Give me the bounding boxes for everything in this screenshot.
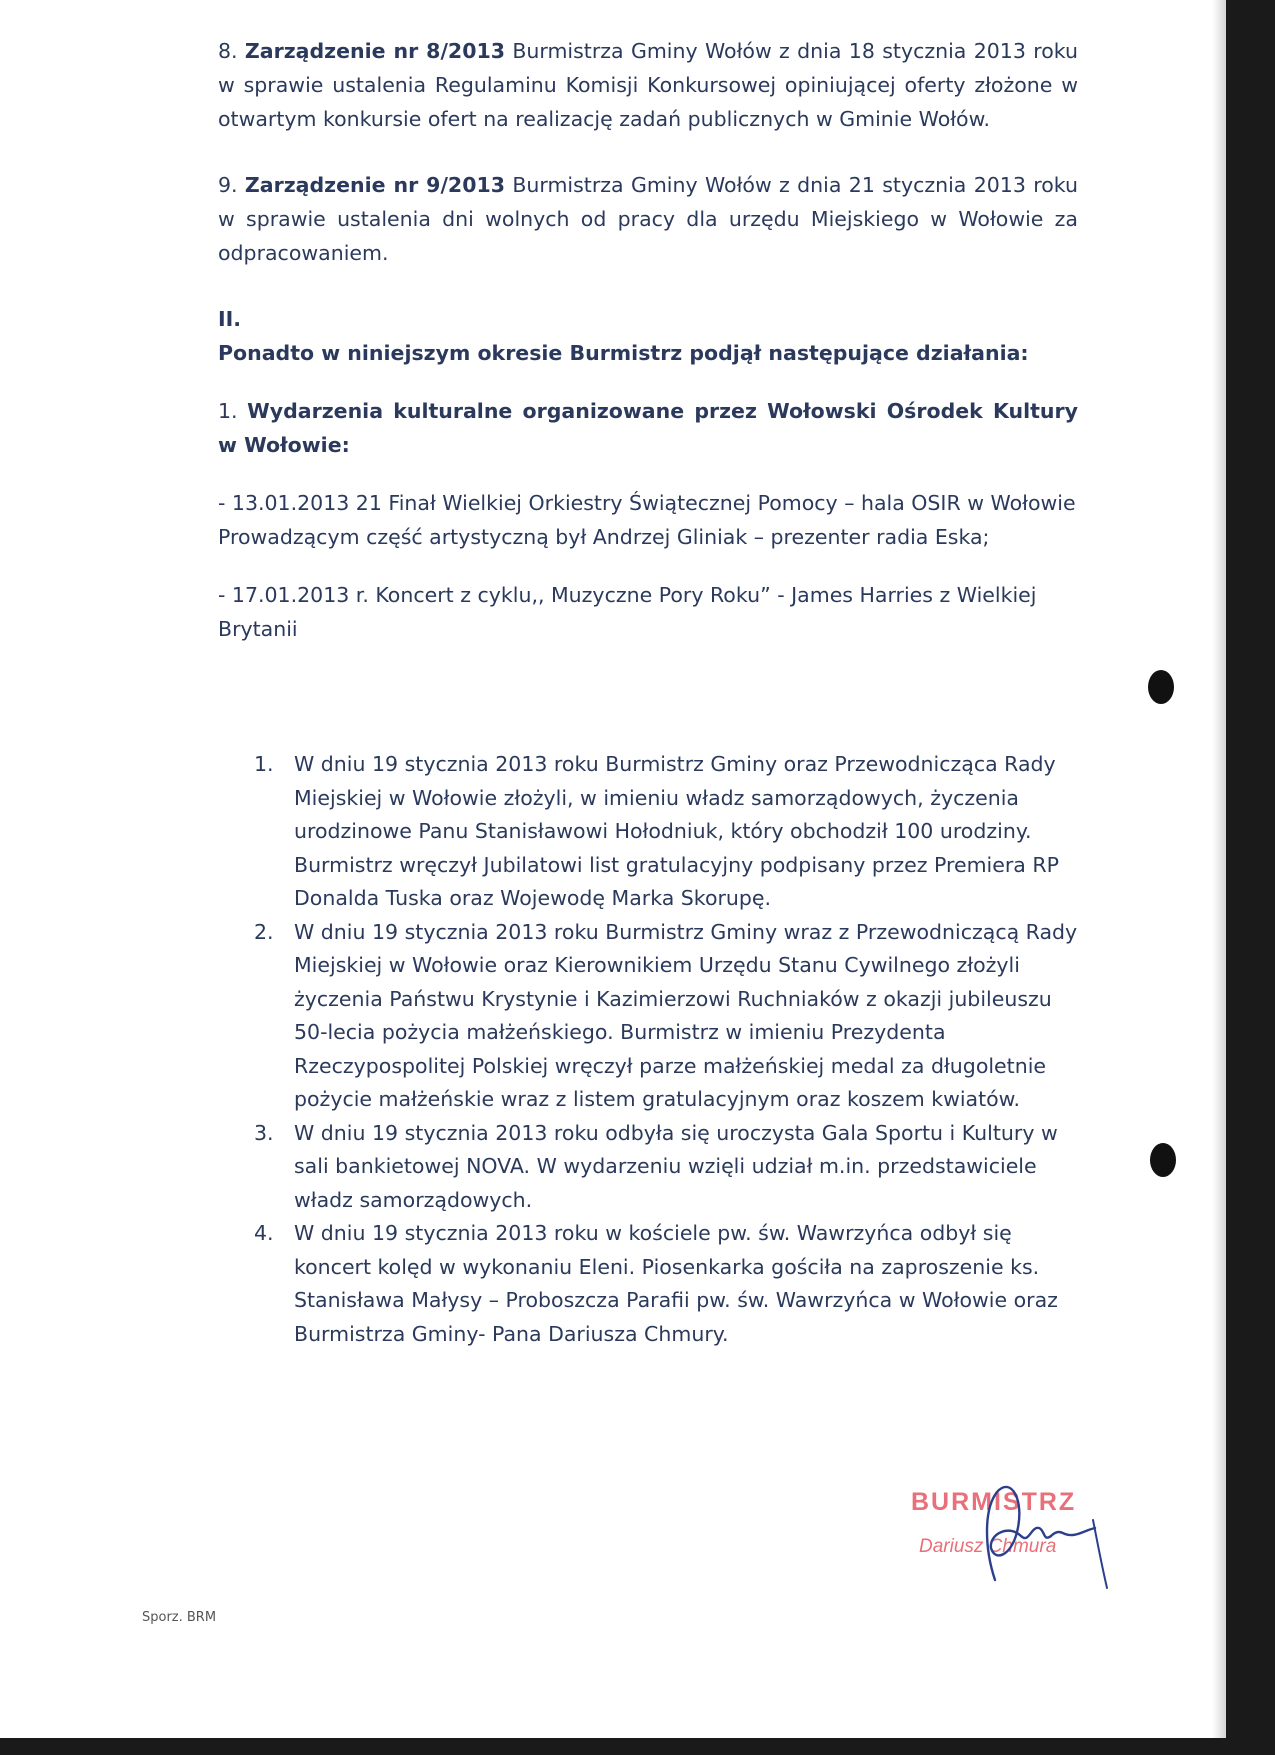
ordinance-title: Zarządzenie nr 9/2013 (244, 173, 505, 197)
ordinance-text: Burmistrza Gminy Wołów z dnia 18 stycznia 2013 roku w sprawie ustalenia Regulaminu Komisji Konkursowej opiniującej oferty złożone w otwartym konkursie ofert na realizację zadań publicznych w Gminie Wołów. (218, 39, 1078, 131)
document-body (218, 34, 1078, 646)
list-item (252, 1117, 1082, 1218)
event-entry: - 17.01.2013 r. Koncert z cyklu,, Muzyczne Pory Roku” - James Harries z Wielkiej Brytanii (218, 583, 1037, 641)
list-number: 2. (254, 919, 274, 944)
scan-border-bottom (0, 1738, 1275, 1755)
ordinance-item-9 (218, 168, 1078, 270)
list-text: W dniu 19 stycznia 2013 roku w kościele pw. św. Wawrzyńca odbył się koncert kolęd w wykonaniu Eleni. Piosenkarka gościła na zaproszenie ks. Stanisława Małysy – Proboszcza Parafii pw. św. Wawrzyńca w Wołowie oraz Burmistrza Gminy- Pana Dariusza Chmury. (294, 1221, 1058, 1346)
list-item (252, 916, 1082, 1117)
list-text: W dniu 19 stycznia 2013 roku Burmistrz Gminy wraz z Przewodniczącą Rady Miejskiej w Wołowie oraz Kierownikiem Urzędu Stanu Cywilnego złożyli życzenia Państwu Krystynie i Kazimierzowi Ruchniaków z okazji jubileuszu 50-lecia pożycia małżeńskiego. Burmistrz w imieniu Prezydenta Rzeczypospolitej Polskiej wręczył parze małżeńskiej medal za długoletnie pożycie małżeńskie wraz z listem gratulacyjnym oraz koszem kwiatów. (294, 919, 1078, 1111)
section-heading: Ponadto w niniejszym okresie Burmistrz podjął następujące działania: (218, 341, 1029, 365)
list-number: 4. (254, 1221, 274, 1245)
punch-hole-bottom (1150, 1143, 1176, 1177)
item-number: 8. (218, 39, 238, 63)
footer-note: Sporz. BRM (142, 1610, 217, 1625)
ordinance-title: Zarządzenie nr 8/2013 (244, 39, 505, 63)
ordinance-text: Burmistrza Gminy Wołów z dnia 21 stycznia 2013 roku w sprawie ustalenia dni wolnych od pracy dla urzędu Miejskiego w Wołowie za odpracowaniem. (218, 173, 1078, 265)
scan-border-right (1226, 0, 1275, 1755)
handwritten-signature (925, 1470, 1125, 1590)
list-text: W dniu 19 stycznia 2013 roku odbyła się uroczysta Gala Sportu i Kultury w sali bankietowej NOVA. W wydarzeniu wzięli udział m.in. przedstawiciele władz samorządowych. (294, 1120, 1058, 1212)
event-entry: - 13.01.2013 21 Finał Wielkiej Orkiestry Świątecznej Pomocy – hala OSIR w Wołowie Prowadzącym część artystyczną był Andrzej Gliniak – prezenter radia Eska; (218, 491, 1076, 549)
list-text: W dniu 19 stycznia 2013 roku Burmistrz Gminy oraz Przewodnicząca Rady Miejskiej w Wołowie złożyli, w imieniu władz samorządowych, życzenia urodzinowe Panu Stanisławowi Hołodniuk, który obchodził 100 urodziny. Burmistrz wręczył Jubilatowi list gratulacyjny podpisany przez Premiera RP Donalda Tuska oraz Wojewodę Marka Skorupę. (294, 752, 1059, 910)
list-number: 3. (254, 1120, 274, 1145)
punch-hole-top (1148, 670, 1174, 704)
list-number: 1. (254, 752, 274, 776)
list-item (252, 1217, 1082, 1351)
ordinance-item-8 (218, 34, 1078, 136)
subsection-title: Wydarzenia kulturalne organizowane przez Wołowski Ośrodek Kultury w Wołowie: (218, 399, 1078, 457)
stamp-title: BURMISTRZ (911, 1488, 1077, 1516)
activities-list (252, 748, 1082, 1351)
section-numeral: II. (218, 307, 242, 331)
subsection-number: 1. (218, 399, 238, 423)
list-item (252, 748, 1082, 916)
stamp-name: Dariusz Chmura (919, 1536, 1057, 1557)
subsection-heading (218, 394, 1078, 462)
page-edge-shadow (1212, 0, 1226, 1738)
item-number: 9. (218, 173, 238, 197)
official-stamp (905, 1470, 1125, 1590)
